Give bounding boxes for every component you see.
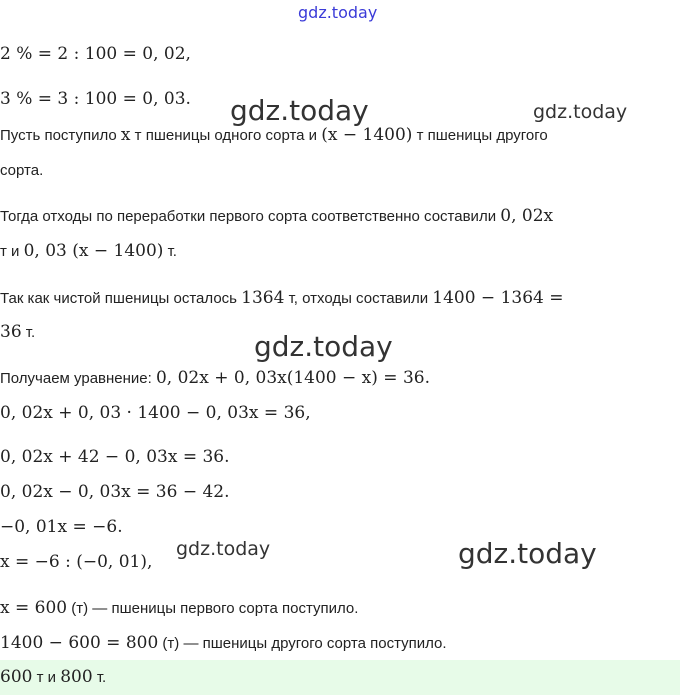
watermark-top: gdz.today (298, 3, 378, 22)
text-line (0, 205, 680, 228)
text-line (0, 367, 680, 390)
formula: 600 (0, 667, 33, 687)
text-line (0, 160, 680, 182)
watermark: gdz.today (176, 538, 271, 560)
formula: 0, 03 (x − 1400) (23, 241, 164, 261)
text-line (0, 632, 680, 655)
text: Так как чистой пшеницы осталось (0, 290, 242, 307)
text-line (0, 287, 680, 310)
text: (т) — пшеницы другого сорта поступило. (158, 635, 447, 652)
text-line (0, 240, 680, 263)
watermark: gdz.today (230, 94, 369, 127)
formula-line (0, 516, 680, 539)
text-line (0, 597, 680, 620)
formula: 0, 02x + 0, 03 · 1400 − 0, 03x = 36, (0, 403, 311, 423)
formula: x = −6 : (−0, 01), (0, 552, 153, 572)
formula: 0, 02x (500, 206, 554, 226)
watermark: gdz.today (254, 330, 393, 363)
text: сорта. (0, 162, 44, 179)
formula-line (0, 43, 680, 66)
formula: x = 600 (0, 598, 68, 618)
text: т и (0, 243, 24, 260)
formula: 1364 (241, 288, 285, 308)
text: т и (32, 669, 61, 686)
text-line (0, 124, 680, 147)
watermark: gdz.today (458, 537, 597, 570)
text: т пшеницы одного сорта и (130, 127, 322, 144)
formula: 0, 02x + 42 − 0, 03x = 36. (0, 447, 230, 467)
watermark: gdz.today (533, 101, 628, 123)
text: т. (92, 669, 107, 686)
formula: 1400 − 600 = 800 (0, 633, 159, 653)
formula: 3 % = 3 : 100 = 0, 03. (0, 89, 191, 109)
text: т. (163, 243, 177, 260)
text: т пшеницы другого (412, 127, 548, 144)
text: Тогда отходы по переработки первого сорта соответственно составили (0, 208, 501, 225)
formula: −0, 01x = −6. (0, 517, 123, 537)
formula: 2 % = 2 : 100 = 0, 02, (0, 44, 191, 64)
text: (т) — пшеницы первого сорта поступило. (67, 600, 359, 617)
formula-line (0, 481, 680, 504)
text-line (0, 321, 680, 344)
text: Получаем уравнение: (0, 370, 156, 387)
text: Пусть поступило (0, 127, 121, 144)
text: т. (21, 324, 36, 341)
formula-line (0, 446, 680, 469)
formula: 800 (60, 667, 93, 687)
formula: 36 (0, 322, 22, 342)
formula-line (0, 551, 680, 574)
formula: 0, 02x − 0, 03x = 36 − 42. (0, 482, 230, 502)
formula: 0, 02x + 0, 03x(1400 − x) = 36. (155, 368, 430, 388)
text: т, отходы составили (284, 290, 433, 307)
formula-line (0, 88, 680, 111)
formula: (x − 1400) (321, 125, 413, 145)
formula: x (120, 125, 131, 145)
answer-line (0, 660, 680, 695)
formula-line (0, 402, 680, 425)
formula: 1400 − 1364 = (432, 288, 564, 308)
